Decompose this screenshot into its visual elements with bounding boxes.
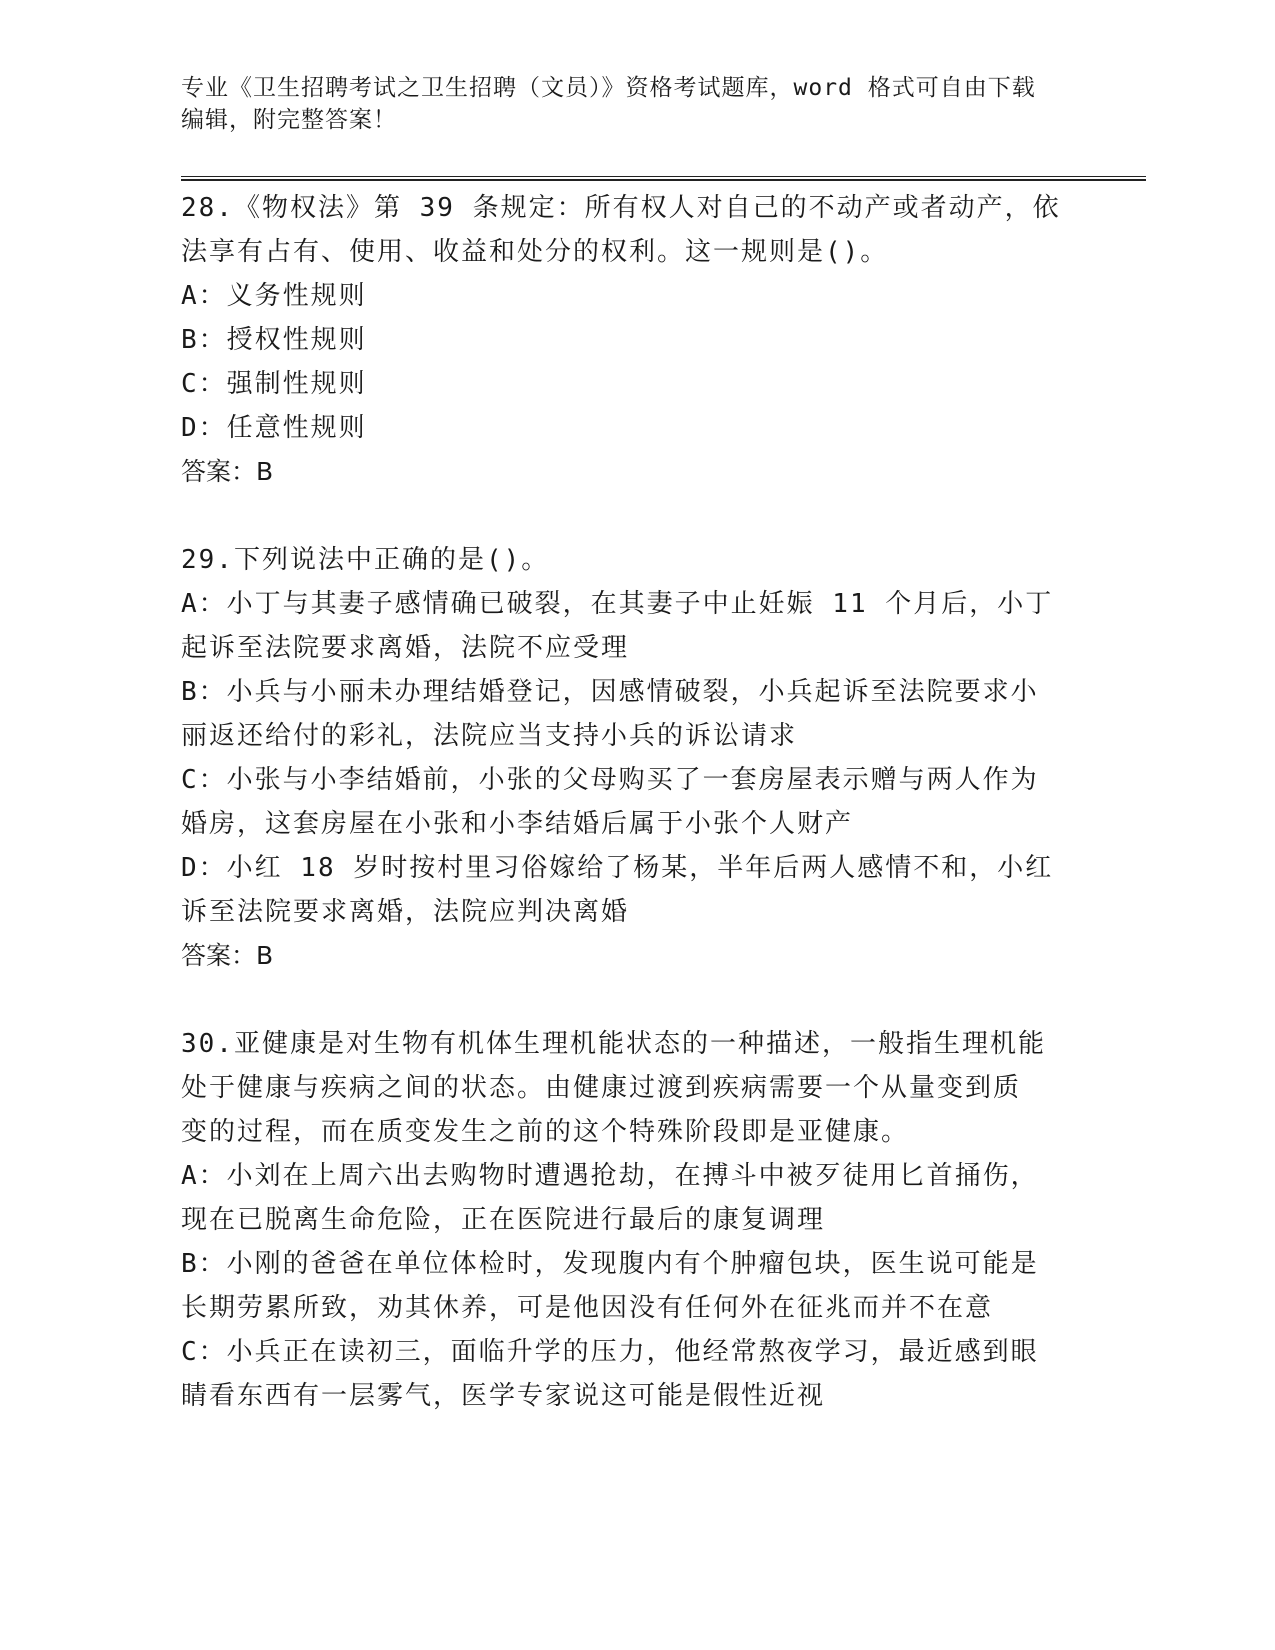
question-stem-line: 30.亚健康是对生物有机体生理机能状态的一种描述，一般指生理机能 — [181, 1029, 1046, 1059]
question-29 — [181, 538, 1081, 978]
question-spacer — [181, 978, 1081, 1022]
option-c-line-2: 睛看东西有一层雾气，医学专家说这可能是假性近视 — [181, 1381, 826, 1411]
question-stem-line: 处于健康与疾病之间的状态。由健康过渡到疾病需要一个从量变到质 — [181, 1073, 1022, 1103]
option-d-line-2: 诉至法院要求离婚，法院应判决离婚 — [181, 897, 630, 927]
option-d-line-1: D：小红 18 岁时按村里习俗嫁给了杨某，半年后两人感情不和，小红 — [181, 853, 1054, 883]
option-b-line-2: 长期劳累所致，劝其休养，可是他因没有任何外在征兆而并不在意 — [181, 1293, 994, 1323]
question-stem-line: 28.《物权法》第 39 条规定：所有权人对自己的不动产或者动产，依 — [181, 193, 1061, 223]
header-line-1: 专业《卫生招聘考试之卫生招聘（文员）》资格考试题库，word 格式可自由下载 — [181, 75, 1036, 101]
question-spacer — [181, 494, 1081, 538]
document-header — [181, 72, 1081, 136]
question-stem-line: 法享有占有、使用、收益和处分的权利。这一规则是()。 — [181, 237, 889, 267]
option-b-line-2: 丽返还给付的彩礼，法院应当支持小兵的诉讼请求 — [181, 721, 798, 751]
option-a-line-2: 现在已脱离生命危险，正在医院进行最后的康复调理 — [181, 1205, 826, 1235]
option-c-line-2: 婚房，这套房屋在小张和小李结婚后属于小张个人财产 — [181, 809, 854, 839]
option-a-line-2: 起诉至法院要求离婚，法院不应受理 — [181, 633, 630, 663]
option-b: B：授权性规则 — [181, 325, 367, 355]
header-divider — [181, 176, 1146, 181]
option-c: C：强制性规则 — [181, 369, 367, 399]
option-d: D：任意性规则 — [181, 413, 367, 443]
answer-line: 答案：B — [181, 457, 274, 486]
option-a: A：义务性规则 — [181, 281, 367, 311]
question-stem-line: 29.下列说法中正确的是()。 — [181, 545, 550, 575]
question-stem-line: 变的过程，而在质变发生之前的这个特殊阶段即是亚健康。 — [181, 1117, 910, 1147]
answer-line: 答案：B — [181, 941, 274, 970]
option-a-line-1: A：小丁与其妻子感情确已破裂，在其妻子中止妊娠 11 个月后，小丁 — [181, 589, 1054, 619]
option-c-line-1: C：小兵正在读初三，面临升学的压力，他经常熬夜学习，最近感到眼 — [181, 1337, 1039, 1367]
option-a-line-1: A：小刘在上周六出去购物时遭遇抢劫，在搏斗中被歹徒用匕首捅伤， — [181, 1161, 1039, 1191]
option-b-line-1: B：小刚的爸爸在单位体检时，发现腹内有个肿瘤包块，医生说可能是 — [181, 1249, 1039, 1279]
question-28 — [181, 186, 1081, 494]
question-30 — [181, 1022, 1081, 1418]
option-c-line-1: C：小张与小李结婚前，小张的父母购买了一套房屋表示赠与两人作为 — [181, 765, 1039, 795]
option-b-line-1: B：小兵与小丽未办理结婚登记，因感情破裂，小兵起诉至法院要求小 — [181, 677, 1039, 707]
question-list — [181, 186, 1081, 1418]
header-line-2: 编辑，附完整答案！ — [181, 107, 397, 133]
